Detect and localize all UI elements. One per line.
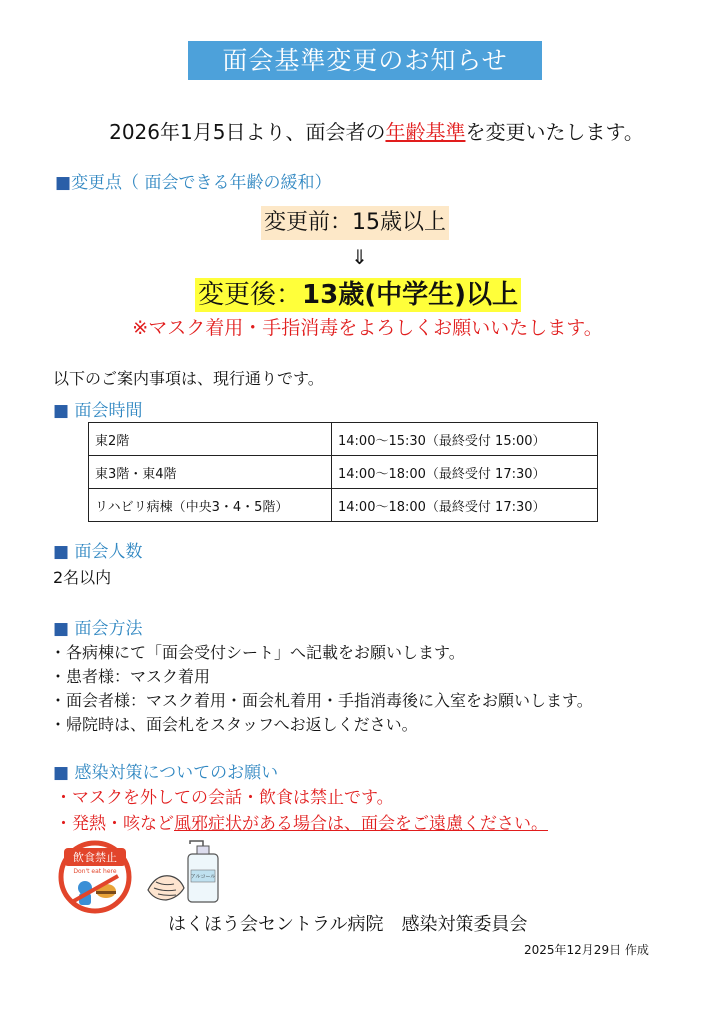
hand-sanitizer-icon: [146, 840, 228, 906]
time-cell: 14:00～18:00（最終受付 17:30）: [332, 456, 598, 489]
table-row: [89, 456, 598, 489]
table-row: [89, 489, 598, 522]
after-value: 13歳(中学生)以上: [302, 280, 518, 310]
table-row: [89, 423, 598, 456]
down-arrow-icon: ⇓: [351, 245, 368, 269]
people-heading-text: 面会人数: [74, 542, 143, 562]
method-heading-text: 面会方法: [74, 619, 143, 639]
hours-heading: [53, 400, 142, 422]
intro-suffix: を変更いたします。: [465, 120, 644, 144]
after-age: [195, 278, 521, 312]
infection-bullet: ■: [53, 763, 70, 783]
change-heading: [55, 172, 331, 194]
time-cell: 14:00～15:30（最終受付 15:00）: [332, 423, 598, 456]
current-note: 以下のご案内事項は、現行通りです。: [53, 369, 324, 388]
infection-item-2-prefix: ・発熱・咳など: [55, 814, 174, 834]
mask-note: ※マスク着用・手指消毒をよろしくお願いいたします。: [132, 317, 603, 339]
footer-org: はくほう会セントラル病院 感染対策委員会: [168, 914, 528, 935]
hours-heading-text: 面会時間: [74, 401, 143, 421]
area-cell: 東2階: [89, 423, 332, 456]
footer-date: 2025年12月29日 作成: [524, 943, 649, 957]
method-bullet: ■: [53, 619, 70, 639]
people-heading: [53, 541, 142, 563]
intro-prefix: 2026年1月5日より、面会者の: [109, 120, 386, 144]
method-item: ・帰院時は、面会札をスタッフへお返しください。: [50, 715, 418, 734]
change-bullet: ■: [55, 173, 72, 193]
no-eating-label: 飲食禁止: [73, 851, 117, 864]
method-item: ・患者様：マスク着用: [50, 667, 211, 686]
method-item: ・面会者様：マスク着用・面会札着用・手指消毒後に入室をお願いします。: [50, 691, 593, 710]
change-heading-text: 変更点（ 面会できる年齢の緩和）: [71, 173, 332, 193]
people-value: 2名以内: [53, 568, 112, 587]
infection-heading-text: 感染対策についてのお願い: [74, 763, 279, 783]
people-bullet: ■: [53, 542, 70, 562]
hours-bullet: ■: [53, 401, 70, 421]
before-age: 変更前：15歳以上: [261, 206, 449, 240]
infection-item-2: [55, 812, 548, 836]
time-cell: 14:00～18:00（最終受付 17:30）: [332, 489, 598, 522]
no-eating-icon: [58, 840, 132, 914]
infection-heading: [53, 762, 278, 784]
method-item: ・各病棟にて「面会受付シート」へ記載をお願いします。: [50, 643, 465, 662]
method-heading: [53, 618, 142, 640]
area-cell: リハビリ病棟（中央3・4・5階）: [89, 489, 332, 522]
intro-emphasis: 年齢基準: [385, 120, 466, 144]
infection-item-2-underlined: 風邪症状がある場合は、面会をご遠慮ください。: [174, 814, 548, 834]
after-label: 変更後：: [198, 280, 303, 310]
area-cell: 東3階・東4階: [89, 456, 332, 489]
visit-hours-table: [88, 422, 598, 522]
infection-item-1: ・マスクを外しての会話・飲食は禁止です。: [55, 788, 394, 808]
sanitizer-label: アルコール: [190, 874, 216, 880]
intro-sentence: [0, 118, 725, 146]
no-eating-en-label: Don't eat here: [73, 868, 117, 875]
page-title: 面会基準変更のお知らせ: [188, 41, 542, 80]
